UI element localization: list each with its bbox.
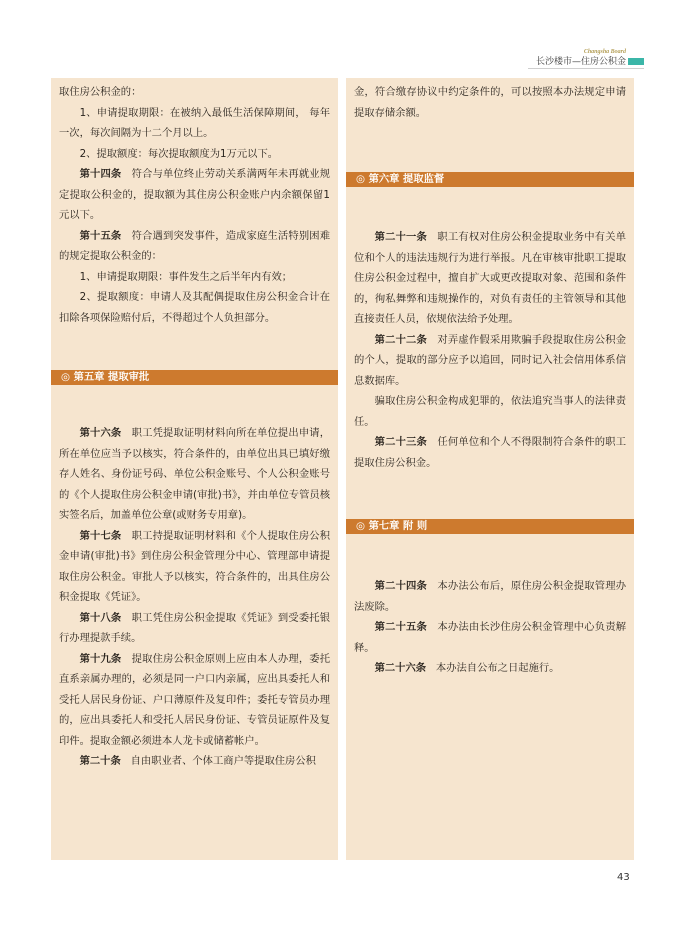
article-label: 第二十五条 [374, 621, 428, 633]
spacer [59, 385, 330, 423]
article-18 [59, 608, 330, 649]
header-rule [528, 68, 644, 69]
article-label: 第二十六条 [374, 662, 427, 674]
article-20 [59, 751, 330, 772]
article-text: 职工凭提取证明材料向所在单位提出申请，所在单位应当予以核实，符合条件的，由单位出具已填好缴存人姓名、身份证号码、单位公积金账号、个人公积金账号的《个人提取住房公积金申请(审批)书》，并由单位专管员核实签名后，加盖单位公章(或财务专用章)。 [59, 427, 331, 521]
article-label: 第二十条 [79, 755, 121, 767]
article-label: 第十四条 [79, 168, 122, 180]
article-19 [59, 649, 330, 752]
left-column [51, 78, 338, 860]
article-text: 本办法由长沙住房公积金管理中心负责解释。 [354, 621, 626, 654]
paragraph: 2、提取额度：申请人及其配偶提取住房公积金合计在扣除各项保险赔付后，不得超过个人负担部分。 [59, 291, 330, 324]
article-label: 第二十一条 [374, 231, 428, 243]
article-text: 符合遇到突发事件，造成家庭生活特别困难的规定提取公积金的： [59, 229, 331, 262]
article-text: 提取住房公积金原则上应由本人办理，委托直系亲属办理的，必须是同一户口内亲属，应出具委托人和受托人居民身份证、户口薄原件及复印件；委托专管员办理的，应出具委托人和受托人居民身份证、专管员证原件及复印件。提取金额必须进本人龙卡或储蓄帐户。 [59, 652, 331, 747]
article-26 [354, 658, 626, 679]
page-number: 43 [617, 872, 630, 883]
spacer [59, 328, 330, 370]
article-23 [354, 432, 626, 473]
spacer [354, 473, 626, 519]
chapter-7-heading: ◎ 第七章 附 则 [346, 519, 634, 534]
spacer [354, 534, 626, 576]
header-section-title: 长沙楼市—住房公积金 [536, 56, 644, 68]
article-text: 任何单位和个人不得限制符合条件的职工提取住房公积金。 [354, 436, 626, 469]
header-accent-block [628, 58, 644, 65]
paragraph: 2、提取额度：每次提取额度为1万元以下。 [79, 147, 279, 160]
article-14 [59, 164, 330, 226]
spacer [354, 123, 626, 172]
article-15 [59, 226, 330, 267]
chapter-5-heading: ◎ 第五章 提取审批 [51, 370, 338, 385]
paragraph: 取住房公积金的： [59, 86, 142, 98]
article-24 [354, 576, 626, 617]
article-label: 第十九条 [79, 652, 122, 665]
article-text: 职工凭住房公积金提取《凭证》到受委托银行办理提款手续。 [59, 611, 331, 644]
article-label: 第十六条 [79, 427, 122, 439]
article-21 [354, 227, 626, 330]
article-text: 职工持提取证明材料和《个人提取住房公积金申请(审批)书》到住房公积金管理分中心、管理部申请提取住房公积金。审批人予以核实，符合条件的，出具住房公积金提取《凭证》。 [59, 529, 331, 603]
paragraph: 金，符合缴存协议中约定条件的，可以按照本办法规定申请提取存储余额。 [354, 86, 626, 119]
article-text: 职工有权对住房公积金提取业务中有关单位和个人的违法违规行为进行举报。凡在审核审批职工提取住房公积金过程中，擅自扩大或更改提取对象、范围和条件的，徇私舞弊和违规操作的，对负有责任的主管领导和其他直接责任人员，依规依法给予处理。 [354, 231, 626, 325]
article-text: 自由职业者、个体工商户等提取住房公积 [130, 755, 316, 767]
paragraph: 1、申请提取期限：事件发生之后半年内有效； [79, 270, 293, 283]
article-label: 第二十二条 [374, 333, 428, 346]
article-label: 第十七条 [79, 529, 122, 542]
article-label: 第二十三条 [374, 436, 428, 448]
article-16 [59, 423, 330, 526]
article-label: 第二十四条 [374, 580, 428, 592]
chapter-6-heading: ◎ 第六章 提取监督 [346, 172, 634, 187]
article-text: 对弄虚作假采用欺骗手段提取住房公积金的个人，提取的部分应予以追回，同时记入社会信用体系信息数据库。 [354, 333, 626, 387]
article-17 [59, 526, 330, 608]
right-column [346, 78, 634, 860]
article-text: 本办法自公布之日起施行。 [435, 662, 560, 674]
page-header [536, 49, 644, 68]
article-text: 本办法公布后，原住房公积金提取管理办法废除。 [354, 580, 626, 613]
article-25 [354, 617, 626, 658]
paragraph: 1、申请提取期限：在被纳入最低生活保障期间， 每年一次，每次间隔为十二个月以上。 [59, 106, 330, 139]
paragraph: 骗取住房公积金构成犯罪的，依法追究当事人的法律责任。 [354, 395, 626, 428]
article-label: 第十八条 [79, 611, 122, 624]
article-text: 符合与单位终止劳动关系满两年未再就业规定提取公积金的，提取额为其住房公积金账户内余额保留1元以下。 [59, 168, 331, 221]
article-label: 第十五条 [79, 229, 122, 242]
spacer [354, 187, 626, 227]
header-brand-en: Changsha Board [583, 49, 626, 55]
article-22 [354, 330, 626, 392]
